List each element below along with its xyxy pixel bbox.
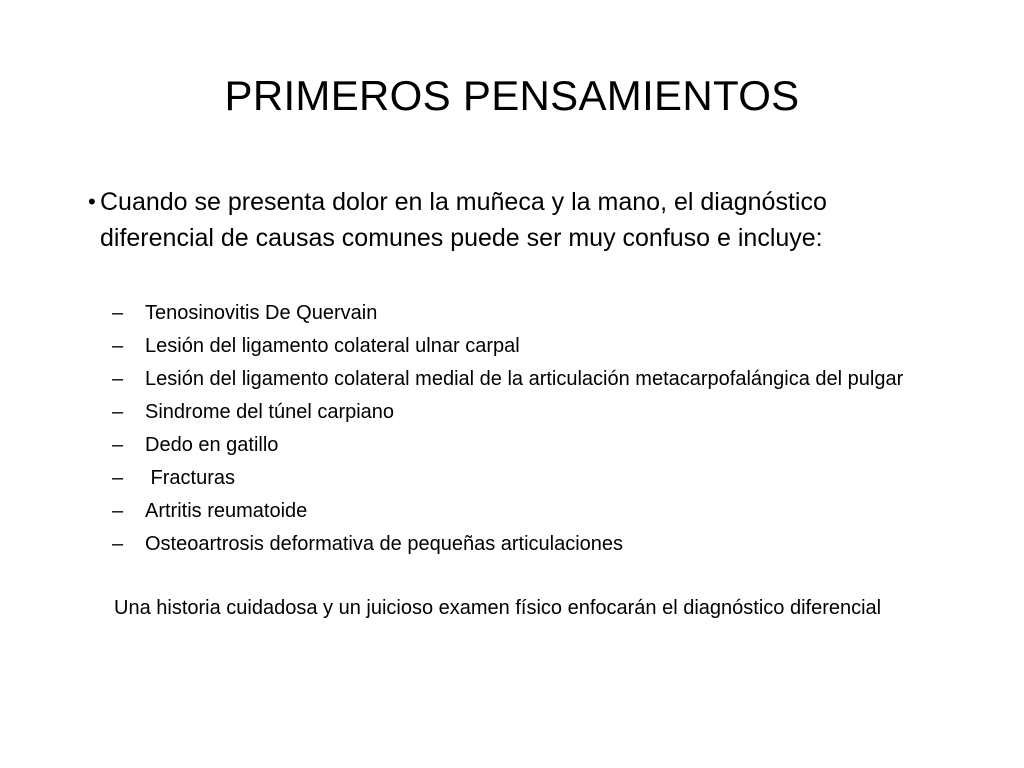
list-item — [112, 363, 972, 396]
closing-note: Una historia cuidadosa y un juicioso examen físico enfocarán el diagnóstico diferencial — [114, 597, 882, 619]
list-item — [112, 396, 972, 429]
sub-bullet-list — [112, 297, 972, 561]
main-bullet — [88, 184, 888, 252]
list-item-text: Fracturas — [145, 467, 236, 489]
list-item — [112, 429, 972, 462]
list-item — [112, 495, 972, 528]
list-item — [112, 528, 972, 561]
bullet-marker: • — [88, 189, 96, 214]
list-item-text: Dedo en gatillo — [145, 434, 279, 456]
dash-marker: – — [112, 434, 124, 456]
list-item-text: Lesión del ligamento colateral ulnar carpal — [145, 335, 520, 357]
list-item-text: Osteoartrosis deformativa de pequeñas articulaciones — [145, 533, 624, 555]
dash-marker: – — [112, 335, 124, 357]
list-item-text: Sindrome del túnel carpiano — [145, 401, 395, 423]
list-item-text: Artritis reumatoide — [145, 500, 308, 522]
dash-marker: – — [112, 533, 124, 555]
dash-marker: – — [112, 401, 124, 423]
dash-marker: – — [112, 368, 124, 390]
list-item — [112, 462, 972, 495]
list-item — [112, 330, 972, 363]
dash-marker: – — [112, 467, 124, 489]
dash-marker: – — [112, 500, 124, 522]
main-bullet-text: Cuando se presenta dolor en la muñeca y la mano, el diagnóstico diferencial de causas comunes puede ser muy confuso e incluye: — [100, 188, 827, 252]
slide-title: PRIMEROS PENSAMIENTOS — [224, 72, 800, 119]
list-item-text: Tenosinovitis De Quervain — [145, 302, 378, 324]
list-item-text: Lesión del ligamento colateral medial de la articulación metacarpofalángica del pulgar — [145, 368, 904, 390]
dash-marker: – — [112, 302, 124, 324]
list-item — [112, 297, 972, 330]
